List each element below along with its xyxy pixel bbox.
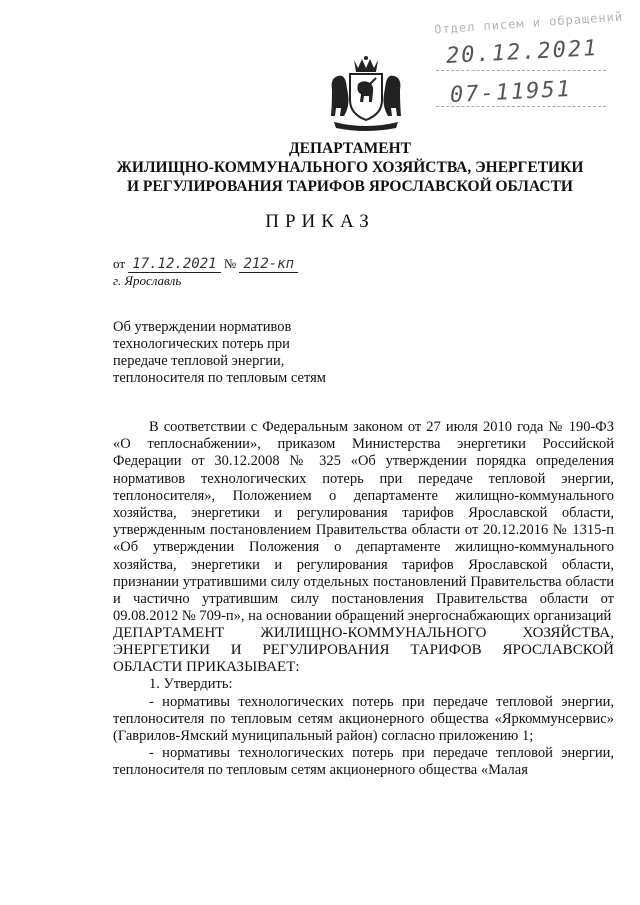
- document-title: ПРИКАЗ: [265, 211, 375, 232]
- subject-line: технологических потерь при: [113, 336, 290, 352]
- stamp-date: 20.12.2021: [445, 36, 600, 69]
- subject-line: передаче тепловой энергии,: [113, 353, 285, 369]
- stamp-faint-text: Отдел писем и обращений: [433, 9, 624, 37]
- header-line: И РЕГУЛИРОВАНИЯ ТАРИФОВ ЯРОСЛАВСКОЙ ОБЛАСТИ: [127, 178, 573, 195]
- header-line: ДЕПАРТАМЕНТ: [288, 140, 412, 157]
- coat-of-arms-icon: [326, 54, 406, 132]
- item-paragraph: - нормативы технологических потерь при передаче тепловой энергии, теплоносителя по тепловым сетям акционерного общества «Малая: [113, 745, 614, 779]
- subject-line: Об утверждении нормативов: [113, 319, 292, 335]
- stamp-line: [436, 106, 606, 107]
- from-label: от: [113, 256, 126, 271]
- subject-line: теплоносителя по тепловым сетям: [113, 370, 326, 386]
- city: г. Ярославль: [113, 273, 182, 288]
- resolution-paragraph: ДЕПАРТАМЕНТ ЖИЛИЩНО-КОММУНАЛЬНОГО ХОЗЯЙСТВА, ЭНЕРГЕТИКИ И РЕГУЛИРОВАНИЯ ТАРИФОВ ЯРОСЛАВСКОЙ ОБЛАСТИ ПРИКАЗЫВАЕТ:: [113, 625, 614, 676]
- order-date-number: [113, 256, 298, 272]
- stamp-line: [436, 70, 606, 71]
- order-date: 17.12.2021: [128, 256, 220, 273]
- item-paragraph: - нормативы технологических потерь при передаче тепловой энергии, теплоносителя по тепловым сетям акционерного общества «Яркоммунсервис» (Гаврилов-Ямский муниципальный район) согласно приложению 1;: [113, 693, 614, 745]
- document-body: [113, 419, 614, 780]
- department-header: [90, 139, 610, 196]
- header-line: ЖИЛИЩНО-КОММУНАЛЬНОГО ХОЗЯЙСТВА, ЭНЕРГЕТИКИ: [116, 159, 584, 176]
- item-paragraph: 1. Утвердить:: [149, 676, 233, 693]
- number-label: №: [223, 256, 237, 271]
- stamp-number: 07-11951: [449, 76, 573, 109]
- registration-stamp: [428, 10, 624, 110]
- order-number: 212-кп: [239, 256, 298, 273]
- order-subject: [113, 319, 353, 387]
- preamble-paragraph: В соответствии с Федеральным законом от 27 июля 2010 года № 190-ФЗ «О теплоснабжении», приказом Министерства энергетики Российской Федерации от 30.12.2008 № 325 «Об утверждении порядка определения нормативов технологических потерь при передаче тепловой энергии, теплоносителя», Положением о департаменте жилищно-коммунального хозяйства, энергетики и регулирования тарифов Ярославской области, утвержденным постановлением Правительства области от 20.12.2016 № 1315-п «Об утверждении Положения о департаменте жилищно-коммунального хозяйства, энергетики и регулирования тарифов Ярославской области, признании утратившими силу отдельных постановлений Правительства области и частично утратившим силу постановления Правительства области от 09.08.2012 № 709-п», на основании обращений энергоснабжающих организаций: [113, 419, 614, 625]
